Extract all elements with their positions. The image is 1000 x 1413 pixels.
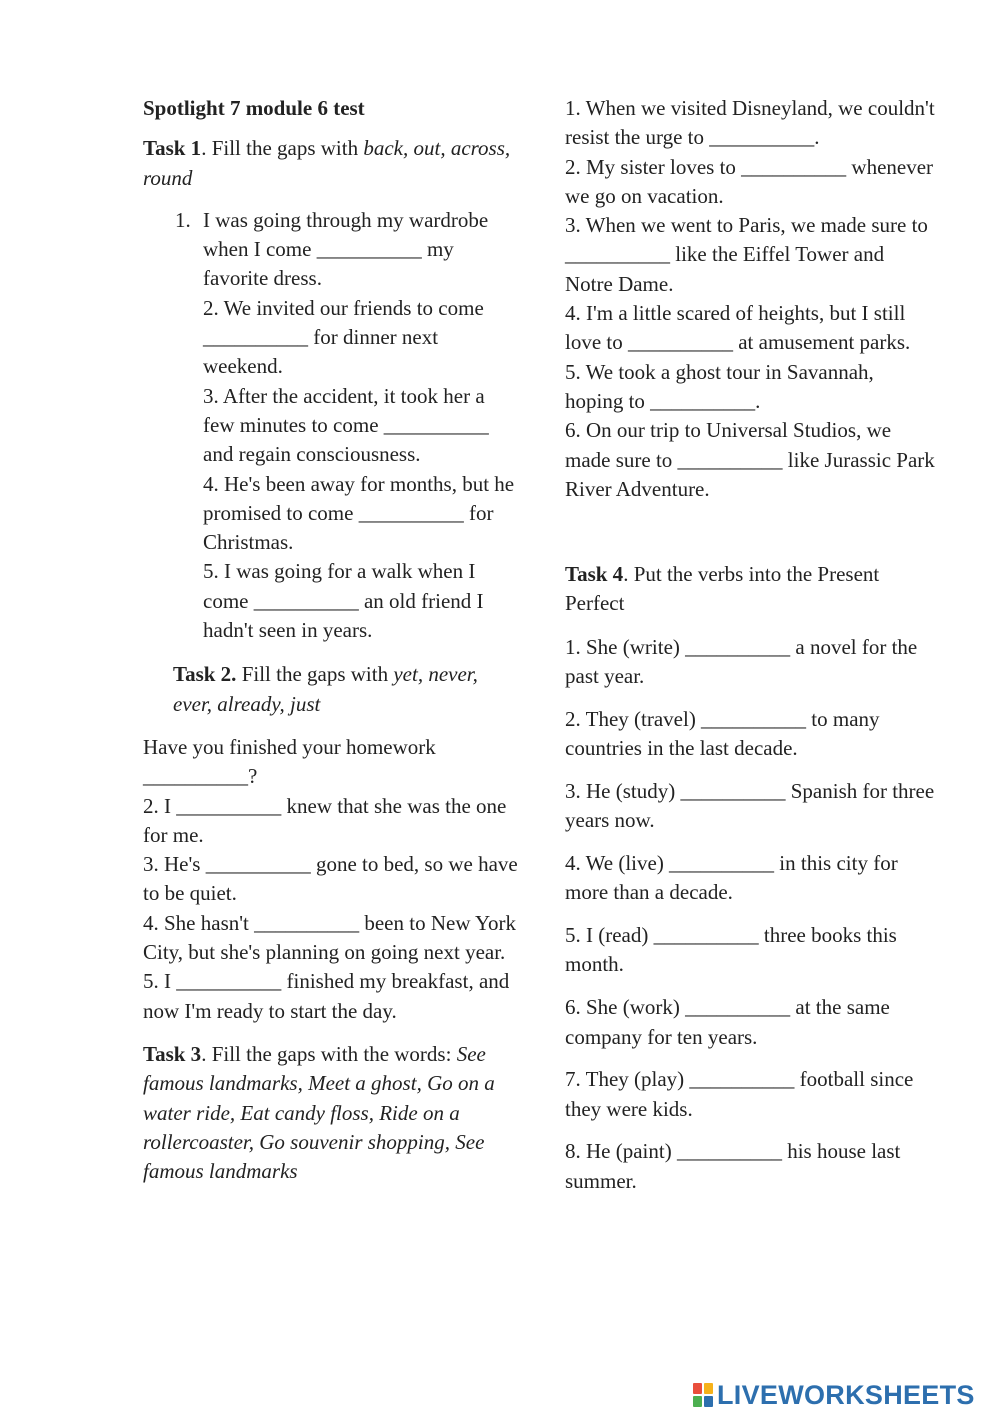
task2-item: 3. He's __________ gone to bed, so we have to be quiet.	[143, 852, 518, 906]
task4-item: 3. He (study) __________ Spanish for three years now.	[565, 778, 935, 833]
task4-heading	[565, 560, 937, 619]
right-column	[565, 94, 937, 1210]
task3-list	[565, 94, 937, 504]
task1-heading	[143, 134, 521, 193]
task2-label: Task 2.	[173, 662, 237, 687]
task1-item: 5. I was going for a walk when I come __________ an old friend I hadn't seen in years.	[203, 559, 484, 643]
task2-item: 4. She hasn't __________ been to New York City, but she's planning on going next year.	[143, 910, 517, 965]
task3-item: 4. I'm a little scared of heights, but I still love to __________ at amusement parks.	[565, 301, 911, 355]
task4-label: Task 4	[565, 562, 624, 587]
task1-item-number: 1.	[175, 207, 191, 232]
task4-item: 6. She (work) __________ at the same company for ten years.	[565, 995, 890, 1049]
task4-item: 7. They (play) __________ football since they were kids.	[565, 1067, 914, 1121]
liveworksheets-logo-icon	[693, 1383, 713, 1407]
task2-list	[143, 733, 521, 1026]
task1-list	[143, 206, 521, 645]
task3-heading	[143, 1040, 521, 1186]
task3-words: See famous landmarks, Meet a ghost, Go on a water ride, Eat candy floss, Ride on a rollercoaster, Go souvenir shopping, See famous landmarks	[143, 1041, 495, 1184]
task4-item: 5. I (read) __________ three books this month.	[565, 923, 897, 977]
task2-heading	[173, 660, 521, 719]
task3-instruction: . Fill the gaps with the words:	[201, 1041, 457, 1066]
left-column	[143, 94, 521, 1186]
task1-item: 3. After the accident, it took her a few minutes to come __________ and regain consciousness.	[203, 383, 489, 467]
task2-item: 2. I __________ knew that she was the one for me.	[143, 793, 507, 847]
task4-item: 1. She (write) __________ a novel for the past year.	[565, 634, 918, 689]
task1-continued-items	[175, 294, 521, 646]
task4-instruction: . Put the verbs into the Present Perfect	[565, 562, 880, 616]
task4-item: 8. He (paint) __________ his house last summer.	[565, 1139, 901, 1193]
task1-instruction: . Fill the gaps with	[201, 136, 364, 161]
liveworksheets-brand: LIVEWORKSHEETS	[717, 1379, 975, 1410]
task3-item: 1. When we visited Disneyland, we couldn't resist the urge to __________.	[565, 96, 935, 150]
task3-item: 6. On our trip to Universal Studios, we made sure to __________ like Jurassic Park River Adventure.	[565, 418, 935, 501]
task1-words: back, out, across, round	[143, 136, 511, 190]
task1-label: Task 1	[143, 136, 202, 161]
task1-item: 4. He's been away for months, but he promised to come __________ for Christmas.	[203, 471, 515, 555]
liveworksheets-logo[interactable]	[693, 1380, 975, 1410]
task4-item: 4. We (live) __________ in this city for more than a decade.	[565, 851, 898, 905]
task3-item: 5. We took a ghost tour in Savannah, hoping to __________.	[565, 359, 874, 413]
task4-item: 2. They (travel) __________ to many countries in the last decade.	[565, 706, 880, 761]
task2-item: Have you finished your homework __________?	[143, 734, 436, 789]
task1-item-text: I was going through my wardrobe when I come __________ my favorite dress.	[203, 207, 489, 291]
task2-item: 5. I __________ finished my breakfast, and now I'm ready to start the day.	[143, 969, 510, 1023]
page-title: Spotlight 7 module 6 test	[143, 96, 365, 120]
task3-item: 3. When we went to Paris, we made sure to __________ like the Eiffel Tower and Notre Dame.	[565, 213, 928, 296]
task1-item	[175, 206, 521, 294]
task3-item: 2. My sister loves to __________ whenever we go on vacation.	[565, 154, 934, 208]
task1-item: 2. We invited our friends to come __________ for dinner next weekend.	[203, 295, 484, 379]
task2-instruction: Fill the gaps with	[236, 662, 394, 687]
task4-list	[565, 633, 937, 1196]
task3-label: Task 3	[143, 1041, 202, 1066]
task2-words: yet, never, ever, already, just	[173, 662, 478, 716]
